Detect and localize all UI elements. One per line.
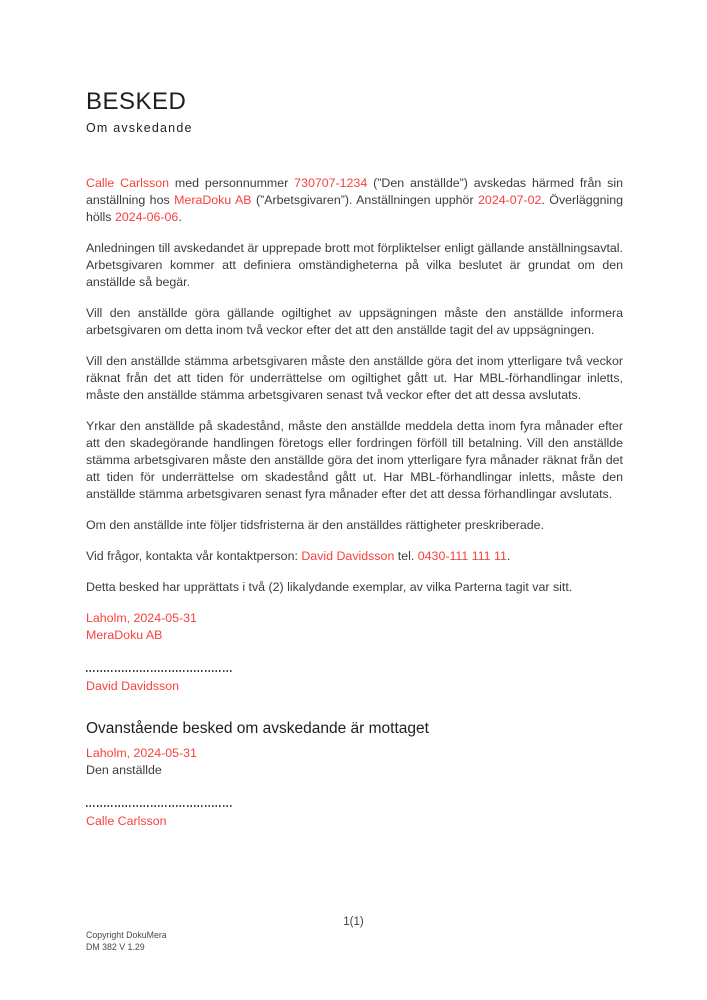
- paragraph: [86, 579, 623, 596]
- template-field: 2024-06-06: [114, 210, 179, 224]
- receipt-place-date: Laholm, 2024-05-31: [86, 746, 197, 760]
- template-field: David Davidsson: [301, 549, 395, 563]
- spacer: [86, 779, 623, 796]
- paragraph-text: Detta besked har upprättats i två (2) likalydande exemplar, av vilka Parterna tagit var sitt.: [86, 580, 573, 594]
- paragraph: [86, 353, 623, 404]
- paragraph: [86, 548, 623, 565]
- page-number: 1(1): [343, 916, 364, 928]
- template-field: 730707-1234: [294, 176, 368, 190]
- document-title: BESKED: [86, 88, 187, 115]
- paragraph-text: .: [506, 549, 511, 563]
- dotted-rule: [86, 805, 233, 807]
- paragraph-text: Anledningen till avskedandet är upprepade brott mot förpliktelser enligt gällande anställningsavtal. Arbetsgivaren kommer att definiera omständigheterna på vilka beslutet är grundat om den anställde så begär.: [86, 241, 623, 289]
- paragraph-text: tel.: [394, 549, 418, 563]
- spacer: [86, 644, 623, 661]
- employer-signature-company: MeraDoku AB: [86, 628, 163, 642]
- receipt-heading: Ovanstående besked om avskedande är mottaget: [86, 720, 429, 737]
- paragraph-text: (”Arbetsgivaren”). Anställningen upphör: [251, 193, 479, 207]
- template-field: Calle Carlsson: [86, 176, 170, 190]
- footer-copyright: Copyright DokuMera: [86, 930, 167, 940]
- receipt-signatory-name: Calle Carlsson: [86, 814, 167, 828]
- receipt-section: [86, 718, 623, 830]
- body-paragraphs: [86, 175, 623, 596]
- employer-signature-place-date: Laholm, 2024-05-31: [86, 611, 197, 625]
- paragraph-text: Vid frågor, kontakta vår kontaktperson:: [86, 549, 302, 563]
- dotted-rule: [86, 670, 233, 672]
- paragraph-text: .: [178, 210, 182, 224]
- paragraph: [86, 175, 623, 226]
- template-field: 2024-07-02: [478, 193, 542, 207]
- paragraph-text: Vill den anställde göra gällande ogiltighet av uppsägningen måste den anställde informera arbetsgivaren om detta inom två veckor efter det att den anställde tagit del av uppsägningen.: [86, 306, 623, 337]
- paragraph: [86, 517, 623, 534]
- paragraph: [86, 418, 623, 503]
- receipt-signature-line: [86, 796, 623, 813]
- employer-signature-block: [86, 610, 623, 695]
- paragraph-text: (”Den anställde”) avskedas härmed från sin anställning hos: [86, 176, 623, 207]
- employer-signature-line: [86, 661, 623, 678]
- paragraph: [86, 305, 623, 339]
- document-header: [86, 90, 193, 135]
- employer-signatory-name: David Davidsson: [86, 679, 179, 693]
- paragraph-text: Om den anställde inte följer tidsfristerna är den anställdes rättigheter preskriberade.: [86, 518, 545, 532]
- footer-document-code: DM 382 V 1.29: [86, 942, 145, 952]
- template-field: 0430-111 111 11: [417, 549, 507, 563]
- footer-info: [86, 929, 167, 953]
- paragraph: [86, 240, 623, 291]
- template-field: MeraDoku AB: [174, 193, 252, 207]
- document-body: [86, 175, 623, 830]
- document-subtitle: Om avskedande: [86, 121, 193, 135]
- paragraph-text: . Överläggning hölls: [86, 193, 624, 224]
- receipt-role-label: Den anställde: [86, 763, 162, 777]
- paragraph-text: Yrkar den anställde på skadestånd, måste den anställde meddela detta inom fyra månader efter att den skadegörande handlingen företogs eller fordringen förföll till betalning. Vill den anställde stämma arbetsgivaren måste den anställde göra det inom ytterligare fyra månader räknat från det att tiden för underrättelse om skadestånd gått ut. Har MBL-förhandlingar inletts, måste den anställde stämma arbetsgivaren senast fyra månader efter det att dessa förhandlingar avslutats.: [86, 419, 623, 501]
- paragraph-text: med personnummer: [169, 176, 295, 190]
- paragraph-text: Vill den anställde stämma arbetsgivaren måste den anställde göra det inom ytterligare två veckor räknat från det att tiden för underrättelse om ogiltighet gått ut. Har MBL-förhandlingar inletts, måste den anställde stämma arbetsgivaren senast två veckor efter det att dessa avslutats.: [86, 354, 623, 402]
